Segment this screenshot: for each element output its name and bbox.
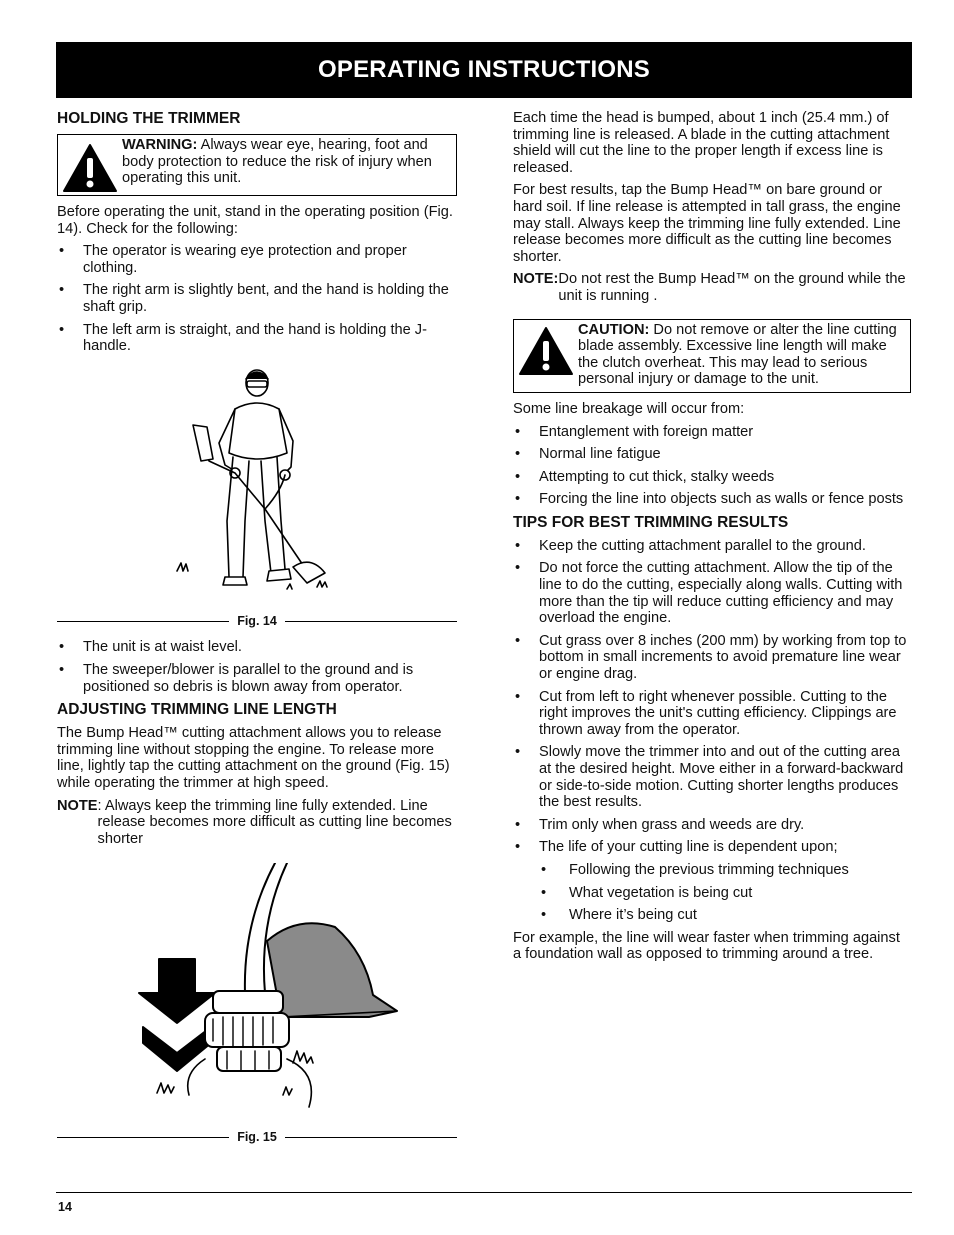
footer-divider [56,1192,912,1193]
warning-text [122,135,456,191]
checks-list-2 [57,639,457,695]
fig-15-caption: Fig. 15 [237,1130,277,1145]
list-item: • Cut grass over 8 inches (200 mm) by working from top to bottom in small increments to avoid premature line wear or engine drag. [513,633,911,683]
right-note [513,271,911,304]
list-item: • Where it’s being cut [513,907,911,924]
fig-14-caption: Fig. 14 [237,613,277,628]
caution-box [513,319,911,393]
caution-body: Do not remove or alter the line cutting blade assembly. Excessive line length will make the clutch overheat. This may lead to serious personal injury or damage to the unit. [578,321,897,388]
fig-14-caption-line [57,613,457,630]
list-item: • Following the previous trimming techniques [513,862,911,879]
right-column [513,110,911,969]
adjusting-text: The Bump Head™ cutting attachment allows you to release trimming line without stopping the engine. To release more line, lightly tap the cutting attachment on the ground (Fig. 15) while operating the trimmer at high speed. [57,725,450,791]
adjusting-heading: ADJUSTING TRIMMING LINE LENGTH [57,701,337,719]
tips-list [513,538,911,856]
figure-14-illustration [57,361,457,609]
caution-icon [514,320,578,376]
caution-text [578,320,910,392]
note-text: : Always keep the trimming line fully extended. Line release becomes more difficult as cutting line becomes shorter [97,797,452,847]
left-note [57,798,457,848]
checks-list [57,243,457,355]
list-item: • What vegetation is being cut [513,885,911,902]
tips-heading: TIPS FOR BEST TRIMMING RESULTS [513,513,789,531]
example-text: For example, the line will wear faster when trimming against a foundation wall as opposed to trimming around a tree. [513,929,900,963]
list-item: • Normal line fatigue [513,446,911,463]
list-item: • Attempting to cut thick, stalky weeds [513,469,911,486]
list-item: • Slowly move the trimmer into and out of the cutting area at the desired height. Move either in a forward-backward or side-to-side motion. Cutting shorter lengths produces the best results. [513,744,911,810]
list-item: • The operator is wearing eye protection and proper clothing. [57,243,457,276]
list-item: • The sweeper/blower is parallel to the ground and is positioned so debris is blown away from operator. [57,662,457,695]
page-number: 14 [58,1200,72,1214]
list-item: • Do not force the cutting attachment. Allow the tip of the line to do the cutting, especially along walls. Cutting with more than the tip will reduce cutting efficiency and may overload the engine. [513,560,911,626]
warning-box [57,134,457,196]
list-item: • Cut from left to right whenever possible. Cutting to the right improves the unit's cutting efficiency. Clippings are thrown away from the operator. [513,689,911,739]
best-results-text: For best results, tap the Bump Head™ on bare ground or hard soil. If line release is attempted in tall grass, the engine may stall. Always keep the trimming line fully extended. Line release becomes more difficult as the cutting line becomes shorter. [513,182,901,265]
sub-tips-list [513,862,911,924]
list-item: • The right arm is slightly bent, and the hand is holding the shaft grip. [57,282,457,315]
list-item: • Trim only when grass and weeds are dry. [513,817,911,834]
list-item: • The life of your cutting line is dependent upon; [513,839,911,856]
warning-body: Always wear eye, hearing, foot and body protection to reduce the risk of injury when operating this unit. [122,137,432,187]
note-label: NOTE [57,797,98,814]
breakage-list [513,424,911,508]
page-title: OPERATING INSTRUCTIONS [56,42,912,98]
list-item: • Forcing the line into objects such as walls or fence posts [513,491,911,508]
caution-label: CAUTION: [578,321,650,338]
note-text: Do not rest the Bump Head™ on the ground while the unit is running . [558,271,906,304]
operating-intro: Before operating the unit, stand in the operating position (Fig. 14). Check for the following: [57,204,453,237]
warning-label: WARNING: [122,137,198,153]
warning-icon [58,135,122,193]
bump-text: Each time the head is bumped, about 1 inch (25.4 mm.) of trimming line is released. A blade in the cutting attachment shield will cut the line to the proper length if excess line is released. [513,110,890,176]
note-label: NOTE: [513,271,559,288]
figure-15-illustration [57,863,457,1125]
left-column [57,110,457,1156]
list-item: • The left arm is straight, and the hand is holding the J-handle. [57,322,457,355]
fig-15-caption-line [57,1129,457,1146]
list-item: • The unit is at waist level. [57,639,457,656]
list-item: • Keep the cutting attachment parallel to the ground. [513,538,911,555]
breakage-intro: Some line breakage will occur from: [513,400,745,417]
list-item: • Entanglement with foreign matter [513,424,911,441]
holding-heading: HOLDING THE TRIMMER [57,110,241,127]
